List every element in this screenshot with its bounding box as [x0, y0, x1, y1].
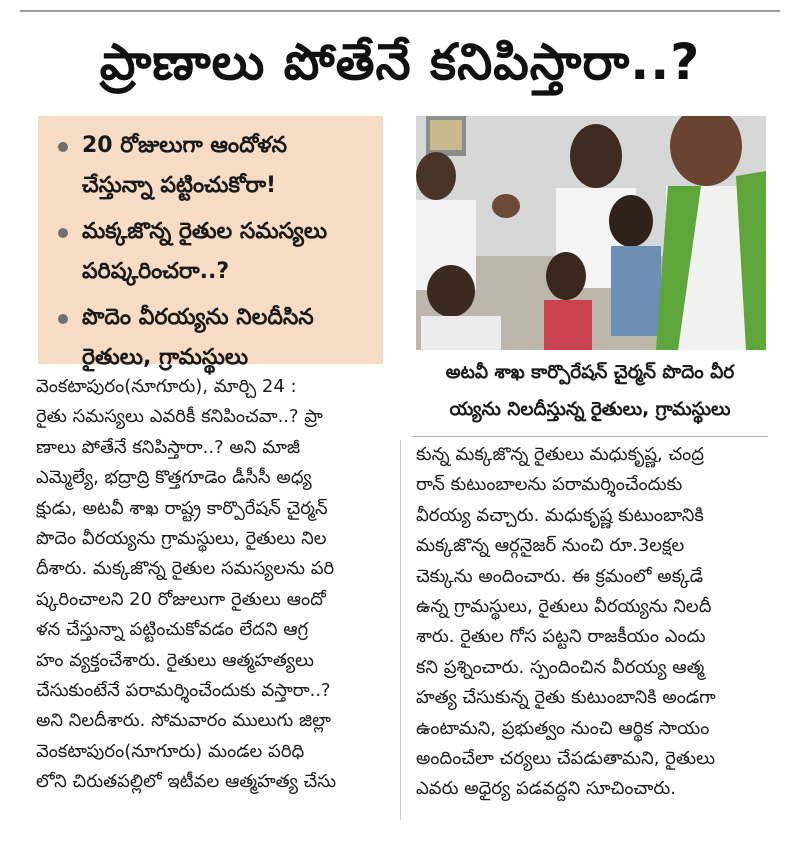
news-photo-illustration: [416, 116, 766, 350]
article-line: ఉన్న గ్రామస్థులు, రైతులు వీరయ్యను నిలదీ: [416, 596, 712, 618]
photo-caption: [402, 354, 778, 434]
article-line: హం వ్యక్తంచేశారు. రైతులు ఆత్మహత్యలు: [36, 649, 314, 671]
article-line: మక్కజొన్న ఆర్గనైజర్ నుంచి రూ.3లక్షల: [416, 535, 685, 557]
article-line: వెంకటాపురం(నూగూరు), మార్చి 24 :: [36, 376, 297, 397]
article-line: కని ప్రశ్నించారు. స్పందించిన వీరయ్య ఆత్మ: [416, 656, 705, 678]
article-line: ష్కరించాలని 20 రోజులుగా రైతులు ఆందో: [36, 588, 326, 610]
highlight-line: పొదెం వీరయ్యను నిలదీసిన: [82, 305, 314, 330]
article-line: వెంకటాపురం(నూగూరు) మండల పరిధి: [36, 740, 305, 762]
article-line: కున్న మక్కజొన్న రైతులు మధుకృష్ణ, చంద్ర: [416, 444, 705, 465]
article-line: శారు. రైతుల గోస పట్టని రాజకీయం ఎందు: [416, 626, 706, 648]
article-column-right: [416, 440, 768, 805]
article-line: రాన్ కుటుంబాలను పరామర్శించేందుకు: [416, 474, 683, 496]
article-line: చేసుకుంటేనే పరామర్శించేందుకు వస్తారా..?: [36, 680, 331, 702]
highlight-item: [58, 298, 369, 378]
highlight-item: [58, 126, 369, 206]
article-column-left: [36, 372, 392, 798]
caption-rule: [412, 436, 768, 437]
article-line: అందించేలా చర్యలు చేపడుతామని, రైతులు: [416, 748, 716, 770]
article-line: దీశారు. మక్కజొన్న రైతుల సమస్యలను పరి: [36, 558, 335, 580]
article-line: ఎమ్మెల్యే, భద్రాద్రి కొత్తగూడెం డీసీసీ అధ్య: [36, 467, 312, 489]
highlight-line: చేస్తున్నా పట్టించుకోరా!: [82, 173, 277, 198]
bullet-icon: [58, 142, 68, 152]
top-rule: [20, 10, 780, 12]
highlight-line: మక్కజొన్న రైతుల సమస్యలు: [82, 219, 328, 244]
article-line: చెక్కును అందించారు. ఈ క్రమంలో అక్కడే: [416, 565, 704, 587]
highlight-line: రైతులు, గ్రామస్థులు: [82, 345, 249, 370]
article-line: పొదెం వీరయ్యను గ్రామస్థులు, రైతులు నిల: [36, 528, 327, 550]
caption-line: అటవీ శాఖ కార్పొరేషన్ చైర్మన్ పొదెం వీర: [445, 362, 735, 383]
article-line: వీరయ్య వచ్చారు. మధుకృష్ణ కుటుంబానికి: [416, 504, 704, 526]
article-line: లోని చిరుతపల్లిలో ఇటీవల ఆత్మహత్య చేసు: [36, 771, 337, 793]
highlight-line: పరిష్కరించరా..?: [82, 259, 230, 284]
article-line: ణాలు పోతేనే కనిపిస్తారా..? అని మాజీ: [36, 436, 301, 458]
bullet-icon: [58, 314, 68, 324]
article-line: ఎవరు అధైర్య పడవద్దని సూచించారు.: [416, 778, 676, 800]
article-line: హత్య చేసుకున్న రైతు కుటుంబానికి అండగా: [416, 687, 716, 709]
article-line: క్షుడు, అటవీ శాఖ రాష్ట్ర కార్పొరేషన్ చైర్మన్: [36, 497, 328, 519]
bullet-icon: [58, 228, 68, 238]
article-line: ళన చేస్తున్నా పట్టించుకోవడం లేదని ఆగ్ర: [36, 619, 309, 641]
column-divider: [400, 440, 401, 820]
article-line: అని నిలదీశారు. సోమవారం ములుగు జిల్లా: [36, 710, 331, 732]
caption-line: య్యను నిలదీస్తున్న రైతులు, గ్రామస్థులు: [449, 399, 731, 420]
news-photo: [416, 116, 766, 350]
headline: ప్రాణాలు పోతేనే కనిపిస్తారా..?: [99, 33, 701, 91]
highlights-box: [38, 116, 383, 370]
highlight-line: 20 రోజులుగా ఆందోళన: [82, 133, 288, 158]
article-line: రైతు సమస్యలు ఎవరికీ కనిపించవా..? ప్రా: [36, 406, 323, 428]
article-line: ఉంటామని, ప్రభుత్వం నుంచి ఆర్థిక సాయం: [416, 717, 710, 739]
highlight-item: [58, 212, 369, 292]
